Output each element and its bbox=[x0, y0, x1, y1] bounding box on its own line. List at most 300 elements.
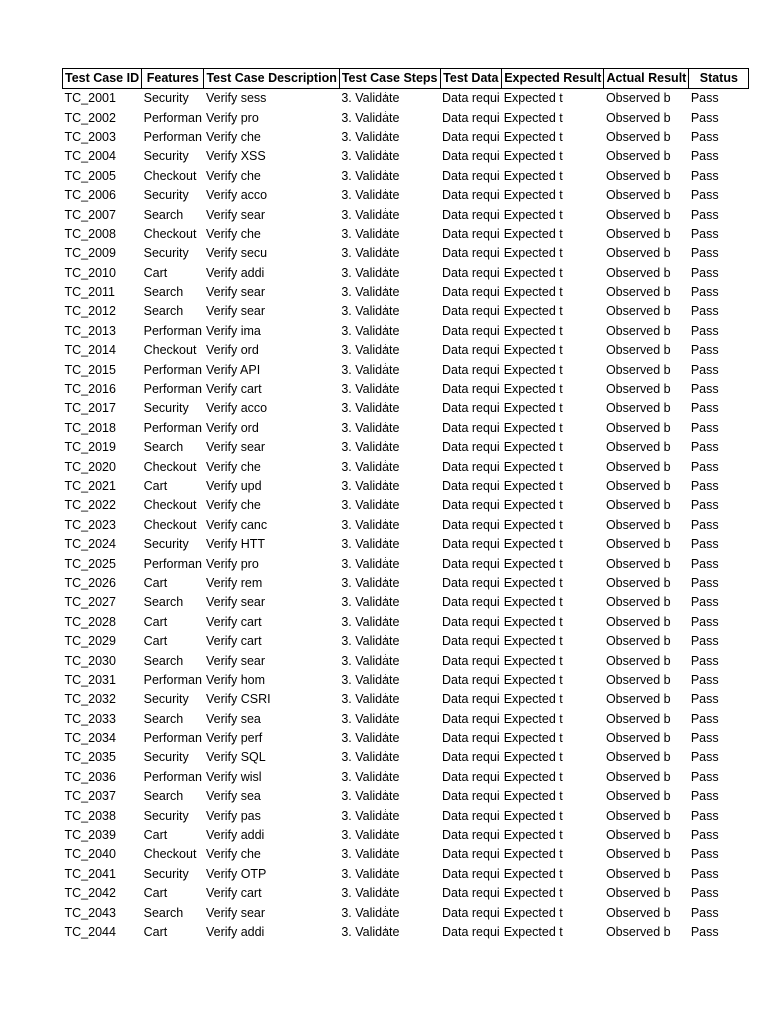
cell-actual-result[interactable]: Observed b bbox=[605, 226, 671, 241]
cell-steps[interactable]: 3. Validate bbox=[339, 671, 440, 690]
cell-actual-result[interactable]: Observed b bbox=[605, 479, 671, 493]
cell-actual-result[interactable]: Observed b bbox=[605, 537, 671, 552]
cell-expected-result[interactable]: Expected t bbox=[503, 285, 563, 300]
cell-feature[interactable]: Cart bbox=[143, 886, 168, 901]
cell-test-case-id[interactable]: TC_2022 bbox=[64, 498, 116, 513]
cell-status[interactable]: Pass bbox=[690, 323, 719, 338]
cell-steps[interactable]: 3. Validate bbox=[339, 710, 440, 729]
cell-steps[interactable]: 3. Validate bbox=[339, 787, 440, 806]
cell-status[interactable]: Pass bbox=[690, 188, 719, 203]
cell-description[interactable]: Verify CSRI bbox=[205, 692, 271, 707]
cell-feature[interactable]: Checkout bbox=[143, 459, 197, 474]
cell-feature[interactable]: Search bbox=[143, 789, 184, 804]
cell-description[interactable]: Verify sear bbox=[205, 595, 266, 610]
cell-status[interactable]: Pass bbox=[690, 226, 719, 241]
cell-expected-result[interactable]: Expected t bbox=[503, 129, 563, 144]
cell-feature[interactable]: Search bbox=[143, 440, 184, 455]
cell-steps[interactable]: 3. Validate bbox=[339, 380, 440, 399]
cell-expected-result[interactable]: Expected t bbox=[503, 110, 563, 125]
cell-feature[interactable]: Security bbox=[143, 537, 189, 552]
cell-status[interactable]: Pass bbox=[690, 459, 719, 474]
cell-actual-result[interactable]: Observed b bbox=[605, 110, 671, 125]
cell-description[interactable]: Verify cart bbox=[205, 634, 262, 649]
cell-status[interactable]: Pass bbox=[690, 595, 719, 610]
cell-steps[interactable]: 3. Validate bbox=[339, 302, 440, 321]
cell-description[interactable]: Verify hom bbox=[205, 672, 266, 687]
cell-feature[interactable]: Performan bbox=[143, 769, 202, 784]
cell-actual-result[interactable]: Observed b bbox=[605, 129, 671, 144]
cell-expected-result[interactable]: Expected t bbox=[503, 343, 563, 358]
cell-test-data[interactable]: Data requi bbox=[442, 731, 500, 746]
cell-test-case-id[interactable]: TC_2038 bbox=[64, 808, 116, 823]
cell-status[interactable]: Pass bbox=[690, 614, 719, 629]
cell-steps[interactable]: 3. Validate bbox=[339, 186, 440, 205]
cell-expected-result[interactable]: Expected t bbox=[503, 828, 563, 843]
cell-status[interactable]: Pass bbox=[690, 847, 719, 862]
cell-test-data[interactable]: Data requi bbox=[442, 517, 500, 532]
cell-description[interactable]: Verify sear bbox=[205, 440, 266, 455]
cell-steps[interactable]: 3. Validate bbox=[339, 651, 440, 670]
cell-description[interactable]: Verify HTT bbox=[205, 537, 266, 552]
cell-expected-result[interactable]: Expected t bbox=[503, 382, 563, 397]
cell-expected-result[interactable]: Expected t bbox=[503, 246, 563, 261]
cell-actual-result[interactable]: Observed b bbox=[605, 168, 671, 183]
cell-status[interactable]: Pass bbox=[690, 711, 719, 726]
cell-actual-result[interactable]: Observed b bbox=[605, 672, 671, 687]
cell-actual-result[interactable]: Observed b bbox=[605, 362, 671, 377]
cell-test-case-id[interactable]: TC_2042 bbox=[64, 886, 116, 901]
cell-test-case-id[interactable]: TC_2003 bbox=[64, 129, 116, 144]
cell-steps[interactable]: 3. Validate bbox=[339, 613, 440, 632]
cell-steps[interactable]: 3. Validate bbox=[339, 535, 440, 554]
cell-description[interactable]: Verify API bbox=[205, 362, 261, 377]
cell-test-case-id[interactable]: TC_2021 bbox=[64, 479, 116, 493]
cell-test-data[interactable]: Data requi bbox=[442, 168, 500, 183]
cell-description[interactable]: Verify sear bbox=[205, 905, 266, 920]
cell-feature[interactable]: Security bbox=[143, 866, 189, 881]
cell-description[interactable]: Verify sear bbox=[205, 207, 266, 222]
cell-description[interactable]: Verify ord bbox=[205, 343, 259, 358]
cell-steps[interactable]: 3. Validate bbox=[339, 360, 440, 379]
cell-steps[interactable]: 3. Validate bbox=[339, 806, 440, 825]
header-expected-result[interactable]: Expected Result bbox=[502, 69, 604, 89]
cell-steps[interactable]: 3. Validate bbox=[339, 399, 440, 418]
cell-test-data[interactable]: Data requi bbox=[442, 847, 500, 862]
cell-description[interactable]: Verify pro bbox=[205, 110, 259, 125]
cell-actual-result[interactable]: Observed b bbox=[605, 517, 671, 532]
cell-description[interactable]: Verify perf bbox=[205, 731, 263, 746]
cell-feature[interactable]: Checkout bbox=[143, 343, 197, 358]
cell-steps[interactable]: 3. Validate bbox=[339, 341, 440, 360]
cell-steps[interactable]: 3. Validate bbox=[339, 283, 440, 302]
cell-description[interactable]: Verify acco bbox=[205, 188, 268, 203]
cell-expected-result[interactable]: Expected t bbox=[503, 614, 563, 629]
cell-feature[interactable]: Performan bbox=[143, 556, 202, 571]
cell-description[interactable]: Verify che bbox=[205, 459, 261, 474]
cell-description[interactable]: Verify sea bbox=[205, 789, 261, 804]
cell-description[interactable]: Verify secu bbox=[205, 246, 268, 261]
cell-status[interactable]: Pass bbox=[690, 420, 719, 435]
cell-steps[interactable]: 3. Validate bbox=[339, 554, 440, 573]
cell-expected-result[interactable]: Expected t bbox=[503, 420, 563, 435]
cell-steps[interactable]: 3. Validate bbox=[339, 865, 440, 884]
cell-expected-result[interactable]: Expected t bbox=[503, 401, 563, 416]
cell-actual-result[interactable]: Observed b bbox=[605, 808, 671, 823]
cell-expected-result[interactable]: Expected t bbox=[503, 672, 563, 687]
cell-description[interactable]: Verify SQL bbox=[205, 750, 266, 765]
cell-test-data[interactable]: Data requi bbox=[442, 285, 500, 300]
cell-test-case-id[interactable]: TC_2025 bbox=[64, 556, 116, 571]
cell-feature[interactable]: Cart bbox=[143, 634, 168, 649]
cell-status[interactable]: Pass bbox=[690, 905, 719, 920]
cell-steps[interactable]: 3. Validate bbox=[339, 225, 440, 244]
cell-description[interactable]: Verify rem bbox=[205, 575, 263, 590]
cell-expected-result[interactable]: Expected t bbox=[503, 91, 563, 106]
cell-test-data[interactable]: Data requi bbox=[442, 866, 500, 881]
cell-status[interactable]: Pass bbox=[690, 382, 719, 397]
cell-actual-result[interactable]: Observed b bbox=[605, 401, 671, 416]
cell-actual-result[interactable]: Observed b bbox=[605, 440, 671, 455]
cell-feature[interactable]: Checkout bbox=[143, 168, 197, 183]
cell-steps[interactable]: 3. Validate bbox=[339, 574, 440, 593]
cell-expected-result[interactable]: Expected t bbox=[503, 168, 563, 183]
cell-steps[interactable]: 3. Validate bbox=[339, 884, 440, 903]
cell-description[interactable]: Verify acco bbox=[205, 401, 268, 416]
cell-expected-result[interactable]: Expected t bbox=[503, 459, 563, 474]
cell-test-data[interactable]: Data requi bbox=[442, 575, 500, 590]
cell-description[interactable]: Verify addi bbox=[205, 828, 265, 843]
cell-expected-result[interactable]: Expected t bbox=[503, 517, 563, 532]
cell-status[interactable]: Pass bbox=[690, 498, 719, 513]
cell-feature[interactable]: Search bbox=[143, 595, 184, 610]
cell-test-data[interactable]: Data requi bbox=[442, 304, 500, 319]
cell-status[interactable]: Pass bbox=[690, 672, 719, 687]
cell-test-data[interactable]: Data requi bbox=[442, 323, 500, 338]
cell-test-case-id[interactable]: TC_2044 bbox=[64, 924, 116, 939]
cell-expected-result[interactable]: Expected t bbox=[503, 265, 563, 280]
cell-status[interactable]: Pass bbox=[690, 129, 719, 144]
cell-test-data[interactable]: Data requi bbox=[442, 905, 500, 920]
cell-steps[interactable]: 3. Validate bbox=[339, 748, 440, 767]
cell-status[interactable]: Pass bbox=[690, 537, 719, 552]
cell-test-data[interactable]: Data requi bbox=[442, 129, 500, 144]
cell-steps[interactable]: 3. Validate bbox=[339, 264, 440, 283]
cell-feature[interactable]: Security bbox=[143, 750, 189, 765]
cell-expected-result[interactable]: Expected t bbox=[503, 323, 563, 338]
cell-steps[interactable]: 3. Validate bbox=[339, 438, 440, 457]
cell-expected-result[interactable]: Expected t bbox=[503, 750, 563, 765]
cell-description[interactable]: Verify wisl bbox=[205, 769, 262, 784]
cell-test-case-id[interactable]: TC_2011 bbox=[64, 285, 115, 300]
cell-status[interactable]: Pass bbox=[690, 246, 719, 261]
cell-status[interactable]: Pass bbox=[690, 285, 719, 300]
cell-steps[interactable]: 3. Validate bbox=[339, 89, 440, 109]
cell-test-case-id[interactable]: TC_2023 bbox=[64, 517, 116, 532]
cell-test-case-id[interactable]: TC_2033 bbox=[64, 711, 116, 726]
cell-expected-result[interactable]: Expected t bbox=[503, 634, 563, 649]
cell-description[interactable]: Verify che bbox=[205, 498, 261, 513]
cell-test-case-id[interactable]: TC_2036 bbox=[64, 769, 116, 784]
cell-status[interactable]: Pass bbox=[690, 304, 719, 319]
cell-status[interactable]: Pass bbox=[690, 556, 719, 571]
cell-expected-result[interactable]: Expected t bbox=[503, 149, 563, 164]
cell-test-case-id[interactable]: TC_2009 bbox=[64, 246, 116, 261]
cell-test-data[interactable]: Data requi bbox=[442, 207, 500, 222]
cell-test-data[interactable]: Data requi bbox=[442, 226, 500, 241]
cell-steps[interactable]: 3. Validate bbox=[339, 128, 440, 147]
cell-test-data[interactable]: Data requi bbox=[442, 924, 500, 939]
cell-test-data[interactable]: Data requi bbox=[442, 672, 500, 687]
cell-actual-result[interactable]: Observed b bbox=[605, 246, 671, 261]
cell-test-data[interactable]: Data requi bbox=[442, 110, 500, 125]
header-test-case-steps[interactable]: Test Case Steps bbox=[339, 69, 440, 89]
cell-actual-result[interactable]: Observed b bbox=[605, 285, 671, 300]
cell-feature[interactable]: Search bbox=[143, 905, 184, 920]
cell-actual-result[interactable]: Observed b bbox=[605, 149, 671, 164]
cell-feature[interactable]: Security bbox=[143, 149, 189, 164]
cell-status[interactable]: Pass bbox=[690, 362, 719, 377]
cell-test-case-id[interactable]: TC_2007 bbox=[64, 207, 116, 222]
cell-description[interactable]: Verify sess bbox=[205, 91, 267, 106]
cell-feature[interactable]: Performan bbox=[143, 672, 202, 687]
cell-description[interactable]: Verify canc bbox=[205, 517, 268, 532]
cell-test-case-id[interactable]: TC_2039 bbox=[64, 828, 116, 843]
cell-feature[interactable]: Cart bbox=[143, 265, 168, 280]
cell-status[interactable]: Pass bbox=[690, 750, 719, 765]
cell-actual-result[interactable]: Observed b bbox=[605, 304, 671, 319]
cell-test-data[interactable]: Data requi bbox=[442, 808, 500, 823]
cell-expected-result[interactable]: Expected t bbox=[503, 440, 563, 455]
cell-expected-result[interactable]: Expected t bbox=[503, 479, 563, 493]
cell-feature[interactable]: Performan bbox=[143, 110, 202, 125]
cell-test-data[interactable]: Data requi bbox=[442, 188, 500, 203]
cell-test-case-id[interactable]: TC_2034 bbox=[64, 731, 116, 746]
cell-expected-result[interactable]: Expected t bbox=[503, 653, 563, 668]
cell-steps[interactable]: 3. Validate bbox=[339, 845, 440, 864]
cell-test-data[interactable]: Data requi bbox=[442, 498, 500, 513]
cell-expected-result[interactable]: Expected t bbox=[503, 575, 563, 590]
cell-description[interactable]: Verify che bbox=[205, 847, 261, 862]
cell-description[interactable]: Verify che bbox=[205, 226, 261, 241]
cell-actual-result[interactable]: Observed b bbox=[605, 711, 671, 726]
cell-test-case-id[interactable]: TC_2041 bbox=[64, 866, 116, 881]
cell-test-data[interactable]: Data requi bbox=[442, 711, 500, 726]
header-status[interactable]: Status bbox=[689, 69, 749, 89]
cell-feature[interactable]: Search bbox=[143, 653, 184, 668]
cell-status[interactable]: Pass bbox=[690, 653, 719, 668]
cell-actual-result[interactable]: Observed b bbox=[605, 498, 671, 513]
cell-actual-result[interactable]: Observed b bbox=[605, 828, 671, 843]
cell-status[interactable]: Pass bbox=[690, 886, 719, 901]
cell-test-data[interactable]: Data requi bbox=[442, 692, 500, 707]
cell-expected-result[interactable]: Expected t bbox=[503, 188, 563, 203]
cell-status[interactable]: Pass bbox=[690, 149, 719, 164]
cell-status[interactable]: Pass bbox=[690, 692, 719, 707]
cell-test-case-id[interactable]: TC_2004 bbox=[64, 149, 116, 164]
cell-actual-result[interactable]: Observed b bbox=[605, 731, 671, 746]
cell-status[interactable]: Pass bbox=[690, 440, 719, 455]
cell-expected-result[interactable]: Expected t bbox=[503, 886, 563, 901]
header-test-data[interactable]: Test Data bbox=[440, 69, 502, 89]
cell-feature[interactable]: Cart bbox=[143, 479, 168, 493]
cell-feature[interactable]: Performan bbox=[143, 731, 202, 746]
cell-steps[interactable]: 3. Validate bbox=[339, 108, 440, 127]
cell-description[interactable]: Verify addi bbox=[205, 924, 265, 939]
cell-test-data[interactable]: Data requi bbox=[442, 440, 500, 455]
cell-actual-result[interactable]: Observed b bbox=[605, 343, 671, 358]
cell-actual-result[interactable]: Observed b bbox=[605, 207, 671, 222]
cell-actual-result[interactable]: Observed b bbox=[605, 595, 671, 610]
cell-expected-result[interactable]: Expected t bbox=[503, 537, 563, 552]
cell-description[interactable]: Verify cart bbox=[205, 382, 262, 397]
cell-steps[interactable]: 3. Validate bbox=[339, 419, 440, 438]
header-test-case-description[interactable]: Test Case Description bbox=[204, 69, 339, 89]
cell-test-case-id[interactable]: TC_2031 bbox=[64, 672, 116, 687]
cell-test-case-id[interactable]: TC_2028 bbox=[64, 614, 116, 629]
cell-actual-result[interactable]: Observed b bbox=[605, 750, 671, 765]
cell-description[interactable]: Verify ord bbox=[205, 420, 259, 435]
cell-test-data[interactable]: Data requi bbox=[442, 769, 500, 784]
cell-description[interactable]: Verify pro bbox=[205, 556, 259, 571]
cell-description[interactable]: Verify ima bbox=[205, 323, 261, 338]
cell-expected-result[interactable]: Expected t bbox=[503, 556, 563, 571]
cell-steps[interactable]: 3. Validate bbox=[339, 205, 440, 224]
cell-actual-result[interactable]: Observed b bbox=[605, 323, 671, 338]
cell-status[interactable]: Pass bbox=[690, 769, 719, 784]
cell-actual-result[interactable]: Observed b bbox=[605, 886, 671, 901]
cell-status[interactable]: Pass bbox=[690, 207, 719, 222]
cell-test-case-id[interactable]: TC_2029 bbox=[64, 634, 116, 649]
cell-description[interactable]: Verify pas bbox=[205, 808, 261, 823]
cell-steps[interactable]: 3. Validate bbox=[339, 923, 440, 942]
cell-test-data[interactable]: Data requi bbox=[442, 265, 500, 280]
cell-steps[interactable]: 3. Validate bbox=[339, 690, 440, 709]
cell-test-case-id[interactable]: TC_2006 bbox=[64, 188, 116, 203]
cell-test-data[interactable]: Data requi bbox=[442, 246, 500, 261]
cell-steps[interactable]: 3. Validate bbox=[339, 826, 440, 845]
cell-test-case-id[interactable]: TC_2040 bbox=[64, 847, 116, 862]
cell-feature[interactable]: Performan bbox=[143, 362, 202, 377]
cell-actual-result[interactable]: Observed b bbox=[605, 866, 671, 881]
cell-status[interactable]: Pass bbox=[690, 401, 719, 416]
cell-expected-result[interactable]: Expected t bbox=[503, 304, 563, 319]
cell-expected-result[interactable]: Expected t bbox=[503, 731, 563, 746]
cell-test-data[interactable]: Data requi bbox=[442, 886, 500, 901]
cell-actual-result[interactable]: Observed b bbox=[605, 769, 671, 784]
cell-test-case-id[interactable]: TC_2018 bbox=[64, 420, 116, 435]
cell-feature[interactable]: Search bbox=[143, 304, 184, 319]
cell-steps[interactable]: 3. Validate bbox=[339, 322, 440, 341]
cell-description[interactable]: Verify sear bbox=[205, 653, 266, 668]
cell-description[interactable]: Verify sea bbox=[205, 711, 261, 726]
cell-status[interactable]: Pass bbox=[690, 808, 719, 823]
cell-steps[interactable]: 3. Validate bbox=[339, 147, 440, 166]
cell-actual-result[interactable]: Observed b bbox=[605, 382, 671, 397]
cell-feature[interactable]: Search bbox=[143, 207, 184, 222]
cell-status[interactable]: Pass bbox=[690, 343, 719, 358]
cell-expected-result[interactable]: Expected t bbox=[503, 692, 563, 707]
cell-steps[interactable]: 3. Validate bbox=[339, 496, 440, 515]
cell-steps[interactable]: 3. Validate bbox=[339, 516, 440, 535]
cell-status[interactable]: Pass bbox=[690, 110, 719, 125]
cell-expected-result[interactable]: Expected t bbox=[503, 847, 563, 862]
cell-feature[interactable]: Checkout bbox=[143, 498, 197, 513]
cell-steps[interactable]: 3. Validate bbox=[339, 593, 440, 612]
cell-actual-result[interactable]: Observed b bbox=[605, 420, 671, 435]
cell-steps[interactable]: 3. Validate bbox=[339, 167, 440, 186]
cell-expected-result[interactable]: Expected t bbox=[503, 595, 563, 610]
cell-actual-result[interactable]: Observed b bbox=[605, 789, 671, 804]
cell-test-case-id[interactable]: TC_2014 bbox=[64, 343, 116, 358]
cell-test-case-id[interactable]: TC_2013 bbox=[64, 323, 116, 338]
cell-status[interactable]: Pass bbox=[690, 479, 719, 493]
cell-test-data[interactable]: Data requi bbox=[442, 595, 500, 610]
cell-description[interactable]: Verify cart bbox=[205, 614, 262, 629]
cell-steps[interactable]: 3. Validate bbox=[339, 729, 440, 748]
cell-description[interactable]: Verify XSS bbox=[205, 149, 266, 164]
cell-test-data[interactable]: Data requi bbox=[442, 479, 500, 493]
cell-status[interactable]: Pass bbox=[690, 168, 719, 183]
header-actual-result[interactable]: Actual Result bbox=[604, 69, 689, 89]
cell-feature[interactable]: Security bbox=[143, 808, 189, 823]
cell-actual-result[interactable]: Observed b bbox=[605, 905, 671, 920]
header-features[interactable]: Features bbox=[142, 69, 204, 89]
cell-feature[interactable]: Security bbox=[143, 188, 189, 203]
cell-test-case-id[interactable]: TC_2001 bbox=[64, 91, 116, 106]
cell-expected-result[interactable]: Expected t bbox=[503, 207, 563, 222]
cell-actual-result[interactable]: Observed b bbox=[605, 653, 671, 668]
cell-test-data[interactable]: Data requi bbox=[442, 91, 500, 106]
cell-status[interactable]: Pass bbox=[690, 265, 719, 280]
cell-test-case-id[interactable]: TC_2037 bbox=[64, 789, 116, 804]
cell-feature[interactable]: Security bbox=[143, 692, 189, 707]
cell-test-data[interactable]: Data requi bbox=[442, 614, 500, 629]
cell-steps[interactable]: 3. Validate bbox=[339, 768, 440, 787]
cell-description[interactable]: Verify OTP bbox=[205, 866, 267, 881]
cell-feature[interactable]: Performan bbox=[143, 382, 202, 397]
cell-test-case-id[interactable]: TC_2024 bbox=[64, 537, 116, 552]
cell-test-case-id[interactable]: TC_2012 bbox=[64, 304, 116, 319]
cell-actual-result[interactable]: Observed b bbox=[605, 575, 671, 590]
cell-feature[interactable]: Performan bbox=[143, 323, 202, 338]
cell-test-data[interactable]: Data requi bbox=[442, 149, 500, 164]
cell-status[interactable]: Pass bbox=[690, 517, 719, 532]
cell-actual-result[interactable]: Observed b bbox=[605, 265, 671, 280]
cell-steps[interactable]: 3. Validate bbox=[339, 632, 440, 651]
cell-test-data[interactable]: Data requi bbox=[442, 343, 500, 358]
cell-test-case-id[interactable]: TC_2002 bbox=[64, 110, 116, 125]
cell-test-data[interactable]: Data requi bbox=[442, 828, 500, 843]
cell-test-case-id[interactable]: TC_2027 bbox=[64, 595, 116, 610]
cell-feature[interactable]: Cart bbox=[143, 614, 168, 629]
cell-actual-result[interactable]: Observed b bbox=[605, 847, 671, 862]
cell-feature[interactable]: Cart bbox=[143, 828, 168, 843]
cell-status[interactable]: Pass bbox=[690, 731, 719, 746]
cell-test-data[interactable]: Data requi bbox=[442, 556, 500, 571]
cell-description[interactable]: Verify cart bbox=[205, 886, 262, 901]
cell-feature[interactable]: Checkout bbox=[143, 517, 197, 532]
cell-test-data[interactable]: Data requi bbox=[442, 789, 500, 804]
cell-test-case-id[interactable]: TC_2019 bbox=[64, 440, 116, 455]
cell-feature[interactable]: Cart bbox=[143, 575, 168, 590]
cell-test-data[interactable]: Data requi bbox=[442, 537, 500, 552]
cell-actual-result[interactable]: Observed b bbox=[605, 924, 671, 939]
cell-status[interactable]: Pass bbox=[690, 828, 719, 843]
cell-test-case-id[interactable]: TC_2035 bbox=[64, 750, 116, 765]
cell-actual-result[interactable]: Observed b bbox=[605, 692, 671, 707]
cell-description[interactable]: Verify upd bbox=[205, 479, 262, 493]
cell-expected-result[interactable]: Expected t bbox=[503, 226, 563, 241]
